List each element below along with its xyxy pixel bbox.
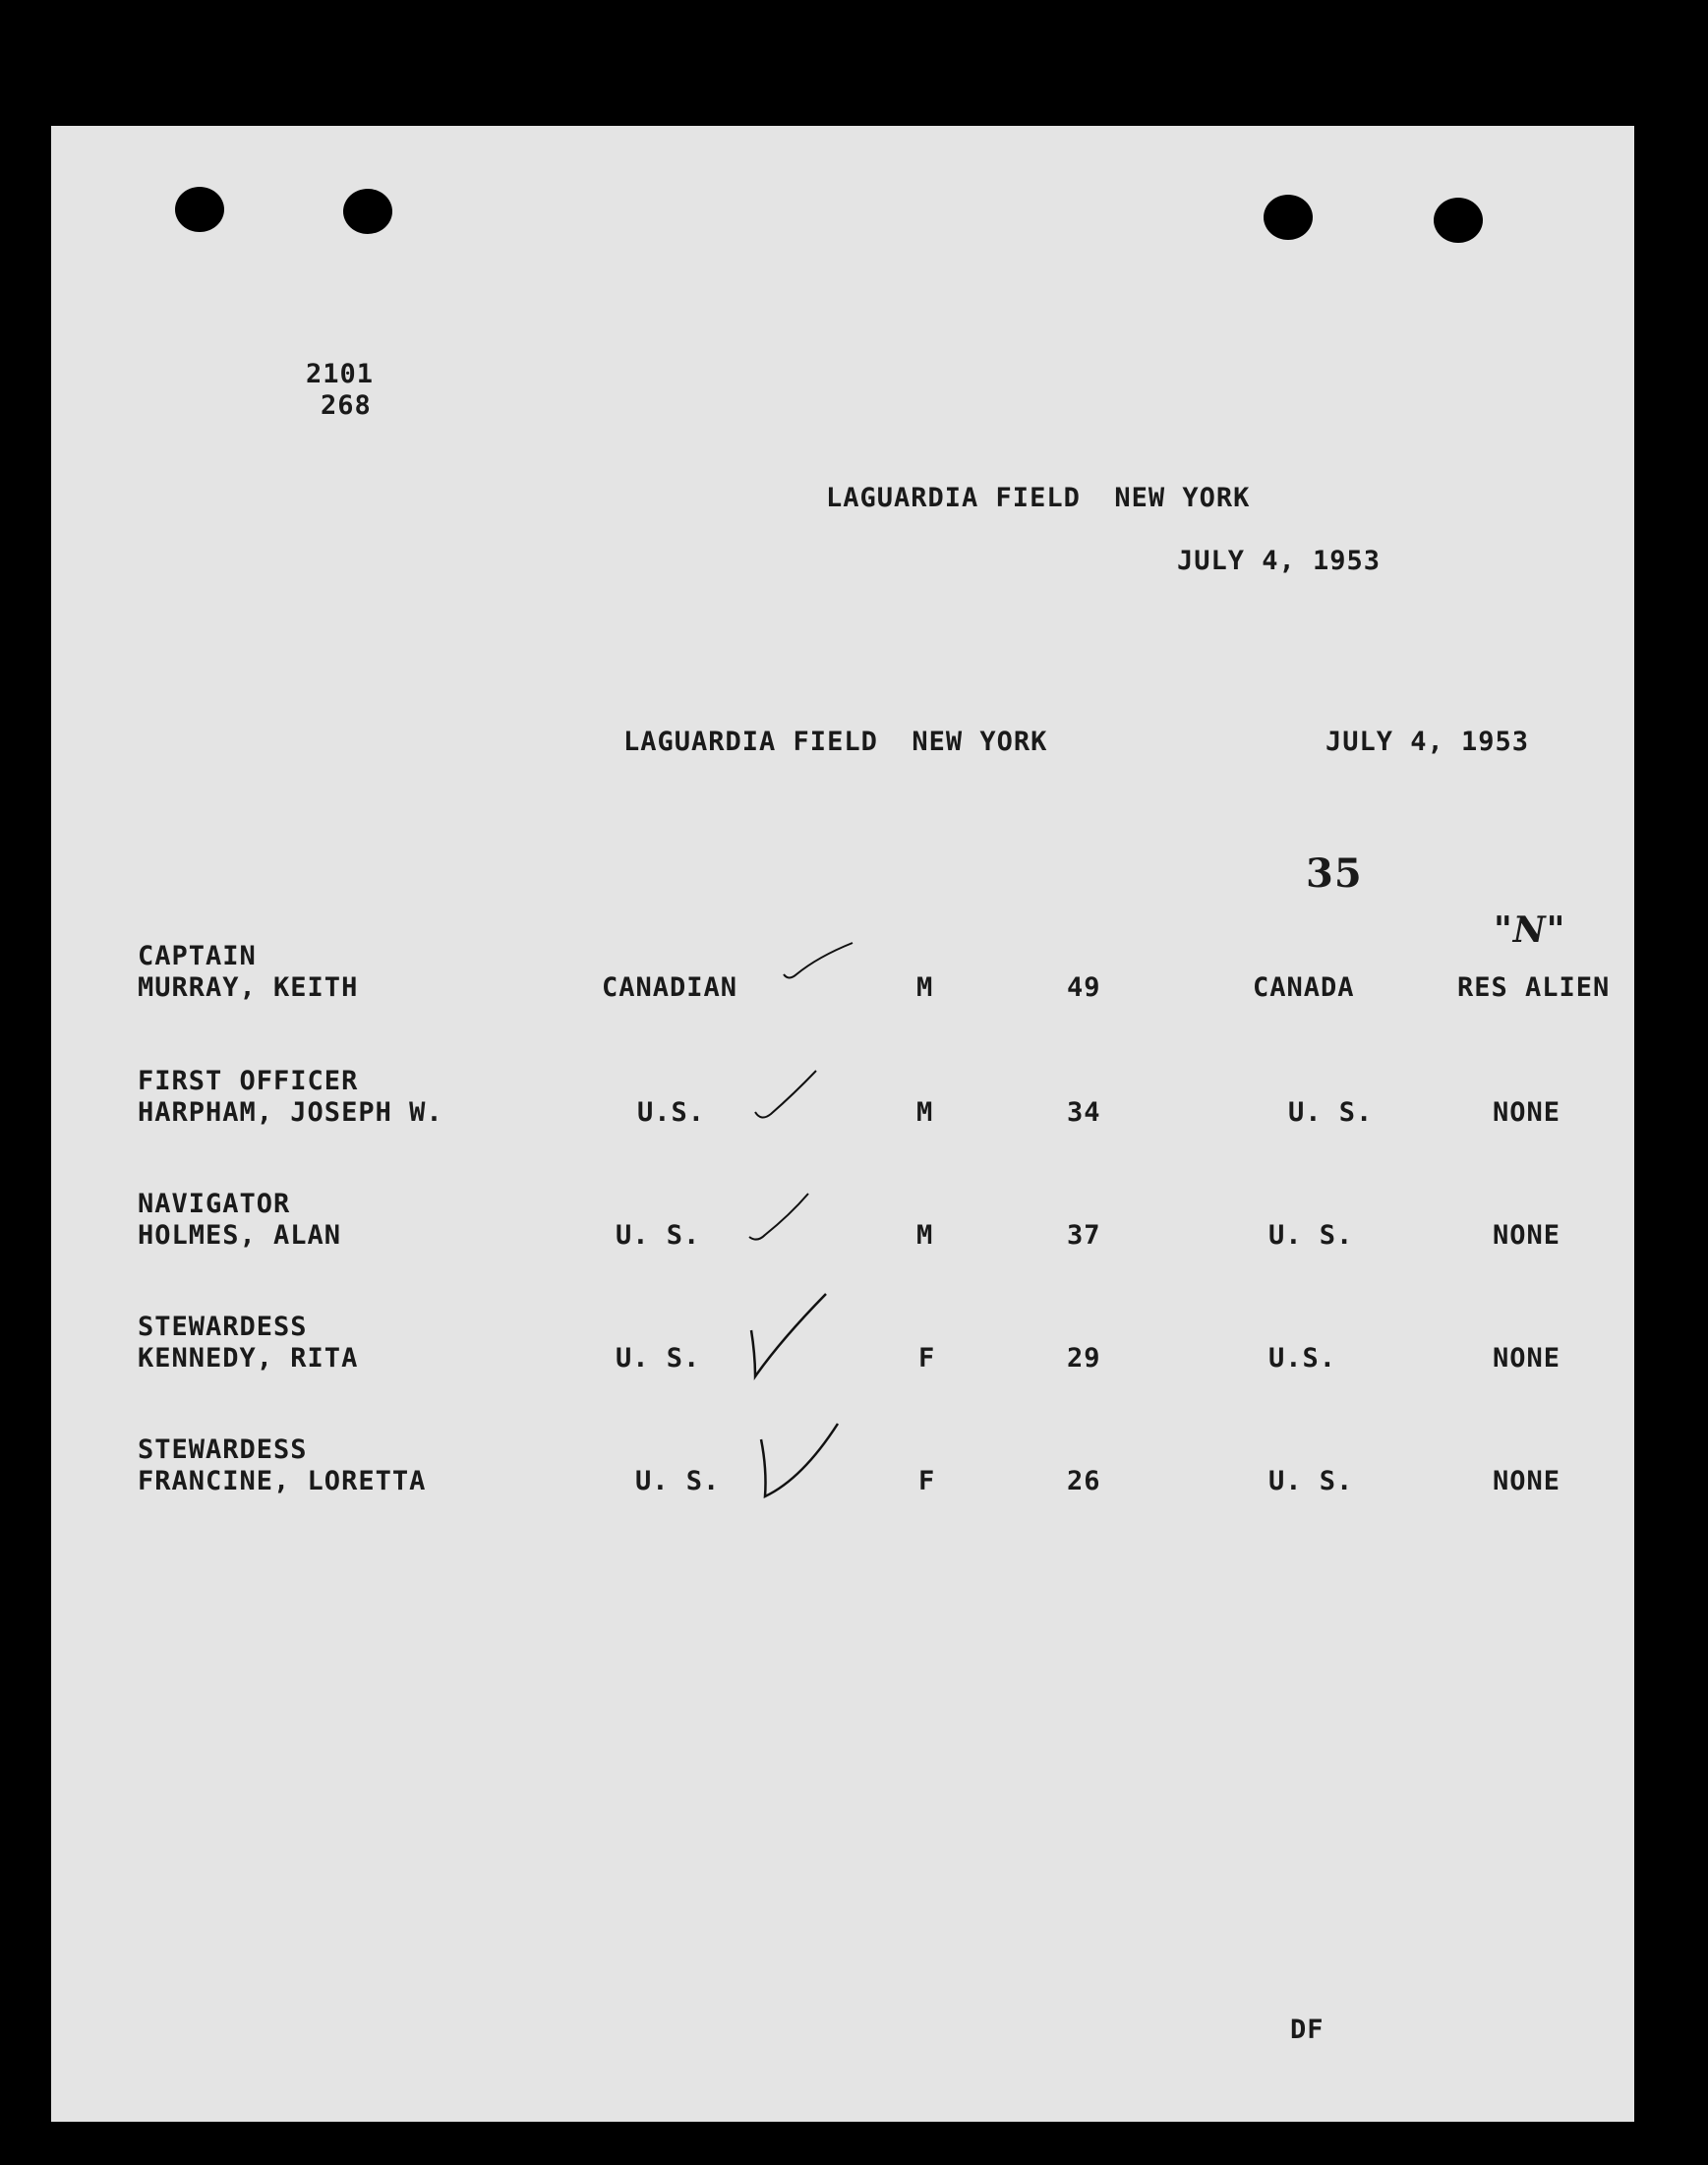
file-number-1: 2101 xyxy=(306,359,375,389)
crew-name: HOLMES, ALAN xyxy=(138,1220,342,1251)
file-number-2: 268 xyxy=(321,390,372,421)
punch-hole xyxy=(343,189,392,234)
crew-sex: M xyxy=(916,1220,934,1251)
crew-status: NONE xyxy=(1493,1466,1561,1496)
crew-country: U. S. xyxy=(1268,1220,1354,1251)
punch-hole xyxy=(175,187,224,232)
header-date: JULY 4, 1953 xyxy=(1177,546,1382,576)
crew-title: FIRST OFFICER xyxy=(138,1066,359,1096)
crew-sex: M xyxy=(916,1097,934,1128)
crew-country: U.S. xyxy=(1268,1343,1337,1374)
crew-title: STEWARDESS xyxy=(138,1434,308,1465)
crew-name: HARPHAM, JOSEPH W. xyxy=(138,1097,443,1128)
punch-hole xyxy=(1264,195,1313,240)
crew-title: NAVIGATOR xyxy=(138,1189,291,1219)
punch-hole xyxy=(1434,198,1483,243)
crew-status: NONE xyxy=(1493,1343,1561,1374)
crew-nationality: CANADIAN xyxy=(602,972,738,1003)
handwritten-mark: "N" xyxy=(1494,909,1566,951)
crew-sex: F xyxy=(918,1343,936,1374)
header-location: LAGUARDIA FIELD NEW YORK xyxy=(826,483,1251,513)
crew-sex: M xyxy=(916,972,934,1003)
crew-age: 26 xyxy=(1067,1466,1101,1496)
checkmark-icon xyxy=(741,1286,830,1384)
checkmark-icon xyxy=(779,937,857,996)
crew-name: KENNEDY, RITA xyxy=(138,1343,359,1374)
crew-nationality: U. S. xyxy=(616,1343,701,1374)
crew-nationality: U.S. xyxy=(637,1097,706,1128)
crew-nationality: U. S. xyxy=(616,1220,701,1251)
crew-status: RES ALIEN xyxy=(1457,972,1611,1003)
crew-status: NONE xyxy=(1493,1097,1561,1128)
page-number: 35 xyxy=(1306,850,1363,897)
crew-country: CANADA xyxy=(1253,972,1355,1003)
crew-country: U. S. xyxy=(1268,1466,1354,1496)
crew-status: NONE xyxy=(1493,1220,1561,1251)
list-location: LAGUARDIA FIELD NEW YORK xyxy=(623,727,1048,757)
crew-age: 29 xyxy=(1067,1343,1101,1374)
checkmark-icon xyxy=(745,1188,824,1257)
crew-sex: F xyxy=(918,1466,936,1496)
crew-name: FRANCINE, LORETTA xyxy=(138,1466,427,1496)
crew-age: 34 xyxy=(1067,1097,1101,1128)
crew-age: 37 xyxy=(1067,1220,1101,1251)
crew-name: MURRAY, KEITH xyxy=(138,972,359,1003)
checkmark-icon xyxy=(749,1065,828,1134)
initials: DF xyxy=(1290,2015,1325,2045)
crew-nationality: U. S. xyxy=(635,1466,721,1496)
crew-age: 49 xyxy=(1067,972,1101,1003)
paper-sheet xyxy=(51,126,1634,2122)
crew-title: STEWARDESS xyxy=(138,1312,308,1342)
crew-country: U. S. xyxy=(1288,1097,1374,1128)
list-date: JULY 4, 1953 xyxy=(1325,727,1530,757)
checkmark-icon xyxy=(753,1410,842,1508)
crew-title: CAPTAIN xyxy=(138,941,257,971)
